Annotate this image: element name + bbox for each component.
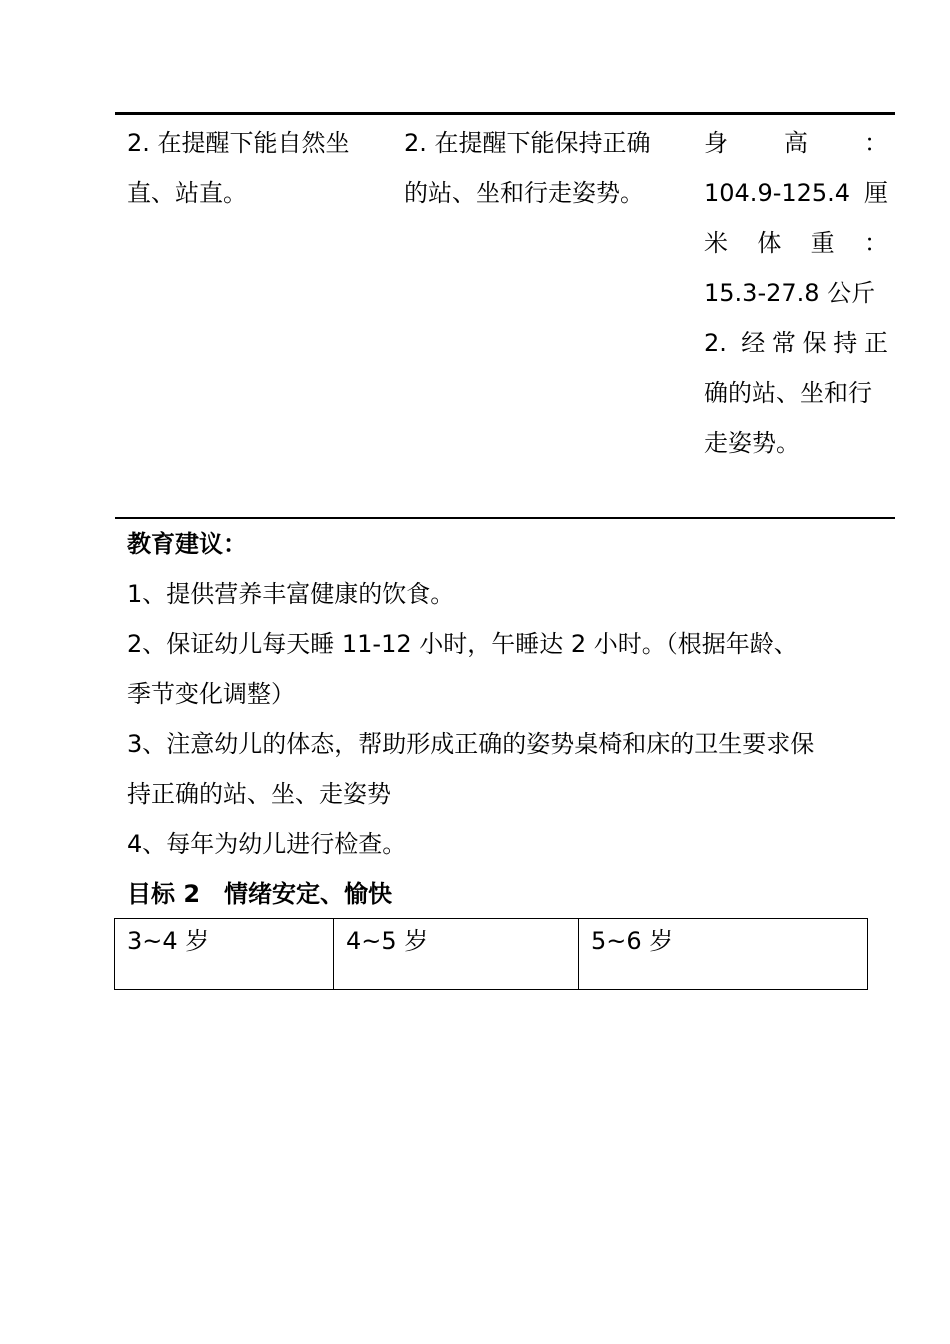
cell-text-line: 2. 在提醒下能保持正确 [404, 129, 651, 157]
cell-text-line: 104.9-125.4 厘 [704, 179, 888, 207]
cell-text-line: 确的站、坐和行 [704, 379, 872, 407]
table-cell-age-5-6 [704, 118, 888, 468]
advice-line: 季节变化调整） [127, 680, 295, 708]
age-header-4-5: 4~5 岁 [334, 919, 579, 989]
cell-text-line: 2. 经常保持正 [704, 329, 888, 357]
cell-text-line: 身 高 ： [704, 129, 888, 157]
cell-text-line: 走姿势。 [704, 429, 800, 457]
cell-text-line: 米 体 重 ： [704, 229, 888, 257]
advice-line: 4、每年为幼儿进行检查。 [127, 830, 407, 858]
cell-text-line: 直、站直。 [127, 179, 247, 207]
age-header-5-6: 5~6 岁 [591, 927, 674, 955]
advice-line: 1、提供营养丰富健康的饮食。 [127, 580, 455, 608]
advice-line: 3、注意幼儿的体态，帮助形成正确的姿势桌椅和床的卫生要求保 [127, 730, 815, 758]
advice-line: 2、保证幼儿每天睡 11-12 小时，午睡达 2 小时。（根据年龄、 [127, 630, 798, 658]
development-goals-table-continuation [115, 112, 895, 457]
cell-text-line: 2. 在提醒下能自然坐 [127, 129, 350, 157]
advice-title: 教育建议： [127, 530, 247, 558]
age-header-3-4: 3~4 岁 [115, 919, 334, 989]
education-advice-section [115, 517, 895, 919]
table-cell-age-4-5 [404, 118, 690, 218]
cell-text-line: 的站、坐和行走姿势。 [404, 179, 644, 207]
cell-text-line: 15.3-27.8 公斤 [704, 279, 876, 307]
goal-heading: 目标 2 情绪安定、愉快 [127, 880, 393, 908]
advice-line: 持正确的站、坐、走姿势 [127, 780, 391, 808]
age-group-table [114, 918, 868, 990]
table-cell-age-3-4 [127, 118, 389, 218]
